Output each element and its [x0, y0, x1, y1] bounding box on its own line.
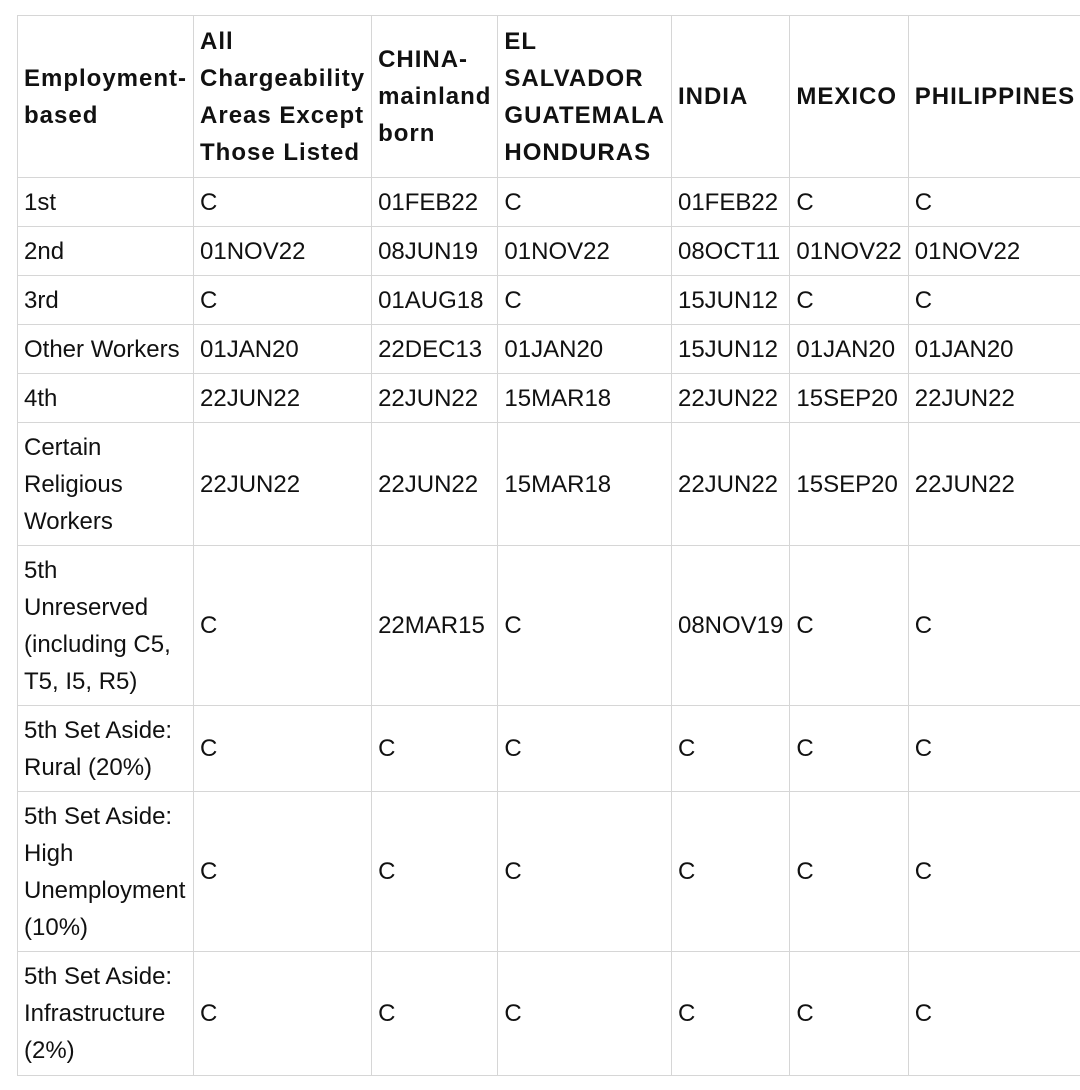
table-cell: 01JAN20 — [498, 325, 672, 374]
row-category-cell: Certain Religious Workers — [18, 423, 194, 546]
table-cell: 01NOV22 — [908, 227, 1080, 276]
table-cell: 01FEB22 — [671, 178, 789, 227]
table-cell: 01FEB22 — [372, 178, 498, 227]
table-cell: C — [671, 952, 789, 1076]
table-cell: 22JUN22 — [908, 423, 1080, 546]
row-category-cell: 5th Set Aside: Rural (20%) — [18, 706, 194, 792]
table-cell: 22DEC13 — [372, 325, 498, 374]
row-category-cell: 5th Set Aside: Infrastructure (2%) — [18, 952, 194, 1076]
header-philippines: PHILIPPINES — [908, 16, 1080, 178]
table-cell: C — [194, 792, 372, 952]
table-cell: C — [908, 546, 1080, 706]
table-cell: 01AUG18 — [372, 276, 498, 325]
table-cell: C — [194, 178, 372, 227]
table-cell: C — [194, 952, 372, 1076]
table-cell: 01NOV22 — [194, 227, 372, 276]
row-category-cell: Other Workers — [18, 325, 194, 374]
table-cell: 01NOV22 — [790, 227, 908, 276]
table-cell: C — [194, 706, 372, 792]
visa-bulletin-table-container — [17, 15, 1080, 1076]
table-cell: C — [498, 546, 672, 706]
table-cell: C — [790, 276, 908, 325]
table-row — [18, 374, 1080, 423]
table-header-row — [18, 16, 1080, 178]
table-cell: C — [790, 178, 908, 227]
table-cell: C — [372, 792, 498, 952]
table-cell: 08NOV19 — [671, 546, 789, 706]
row-category-cell: 5th Unreserved (including C5, T5, I5, R5) — [18, 546, 194, 706]
table-cell: 22JUN22 — [908, 374, 1080, 423]
row-category-cell: 3rd — [18, 276, 194, 325]
table-cell: C — [908, 178, 1080, 227]
table-cell: C — [790, 792, 908, 952]
table-cell: C — [671, 792, 789, 952]
header-china: CHINA- mainland born — [372, 16, 498, 178]
table-cell: C — [908, 706, 1080, 792]
table-cell: 15JUN12 — [671, 276, 789, 325]
table-cell: 15JUN12 — [671, 325, 789, 374]
table-cell: 15MAR18 — [498, 423, 672, 546]
table-cell: C — [498, 178, 672, 227]
table-row — [18, 952, 1080, 1076]
row-category-cell: 5th Set Aside: High Unemployment (10%) — [18, 792, 194, 952]
table-cell: 01JAN20 — [908, 325, 1080, 374]
table-row — [18, 706, 1080, 792]
header-india: INDIA — [671, 16, 789, 178]
header-mexico: MEXICO — [790, 16, 908, 178]
table-cell: 01JAN20 — [790, 325, 908, 374]
table-cell: C — [908, 276, 1080, 325]
table-cell: 08JUN19 — [372, 227, 498, 276]
table-cell: 22MAR15 — [372, 546, 498, 706]
row-category-cell: 2nd — [18, 227, 194, 276]
table-cell: 15MAR18 — [498, 374, 672, 423]
table-row — [18, 546, 1080, 706]
table-row — [18, 227, 1080, 276]
table-cell: C — [790, 546, 908, 706]
table-cell: C — [194, 276, 372, 325]
table-cell: 15SEP20 — [790, 423, 908, 546]
table-cell: 01JAN20 — [194, 325, 372, 374]
table-cell: C — [790, 952, 908, 1076]
table-row — [18, 423, 1080, 546]
table-row — [18, 792, 1080, 952]
table-cell: 22JUN22 — [671, 374, 789, 423]
row-category-cell: 4th — [18, 374, 194, 423]
header-employment-based: Employment- based — [18, 16, 194, 178]
table-cell: C — [790, 706, 908, 792]
table-cell: 15SEP20 — [790, 374, 908, 423]
table-cell: 22JUN22 — [372, 374, 498, 423]
table-cell: 22JUN22 — [372, 423, 498, 546]
table-cell: C — [908, 952, 1080, 1076]
table-cell: C — [498, 276, 672, 325]
employment-based-final-action-dates-table — [17, 15, 1080, 1076]
header-all-chargeability: All Chargeability Areas Except Those Listed — [194, 16, 372, 178]
row-category-cell: 1st — [18, 178, 194, 227]
table-cell: C — [671, 706, 789, 792]
table-cell: 22JUN22 — [194, 423, 372, 546]
table-cell: C — [372, 706, 498, 792]
table-row — [18, 276, 1080, 325]
table-cell: C — [498, 706, 672, 792]
table-cell: C — [498, 952, 672, 1076]
table-cell: 08OCT11 — [671, 227, 789, 276]
table-cell: C — [372, 952, 498, 1076]
header-el-salvador-guatemala-honduras: EL SALVADOR GUATEMALA HONDURAS — [498, 16, 672, 178]
table-row — [18, 325, 1080, 374]
table-cell: C — [908, 792, 1080, 952]
table-cell: C — [194, 546, 372, 706]
table-cell: C — [498, 792, 672, 952]
table-row — [18, 178, 1080, 227]
table-cell: 22JUN22 — [194, 374, 372, 423]
table-cell: 01NOV22 — [498, 227, 672, 276]
table-cell: 22JUN22 — [671, 423, 789, 546]
